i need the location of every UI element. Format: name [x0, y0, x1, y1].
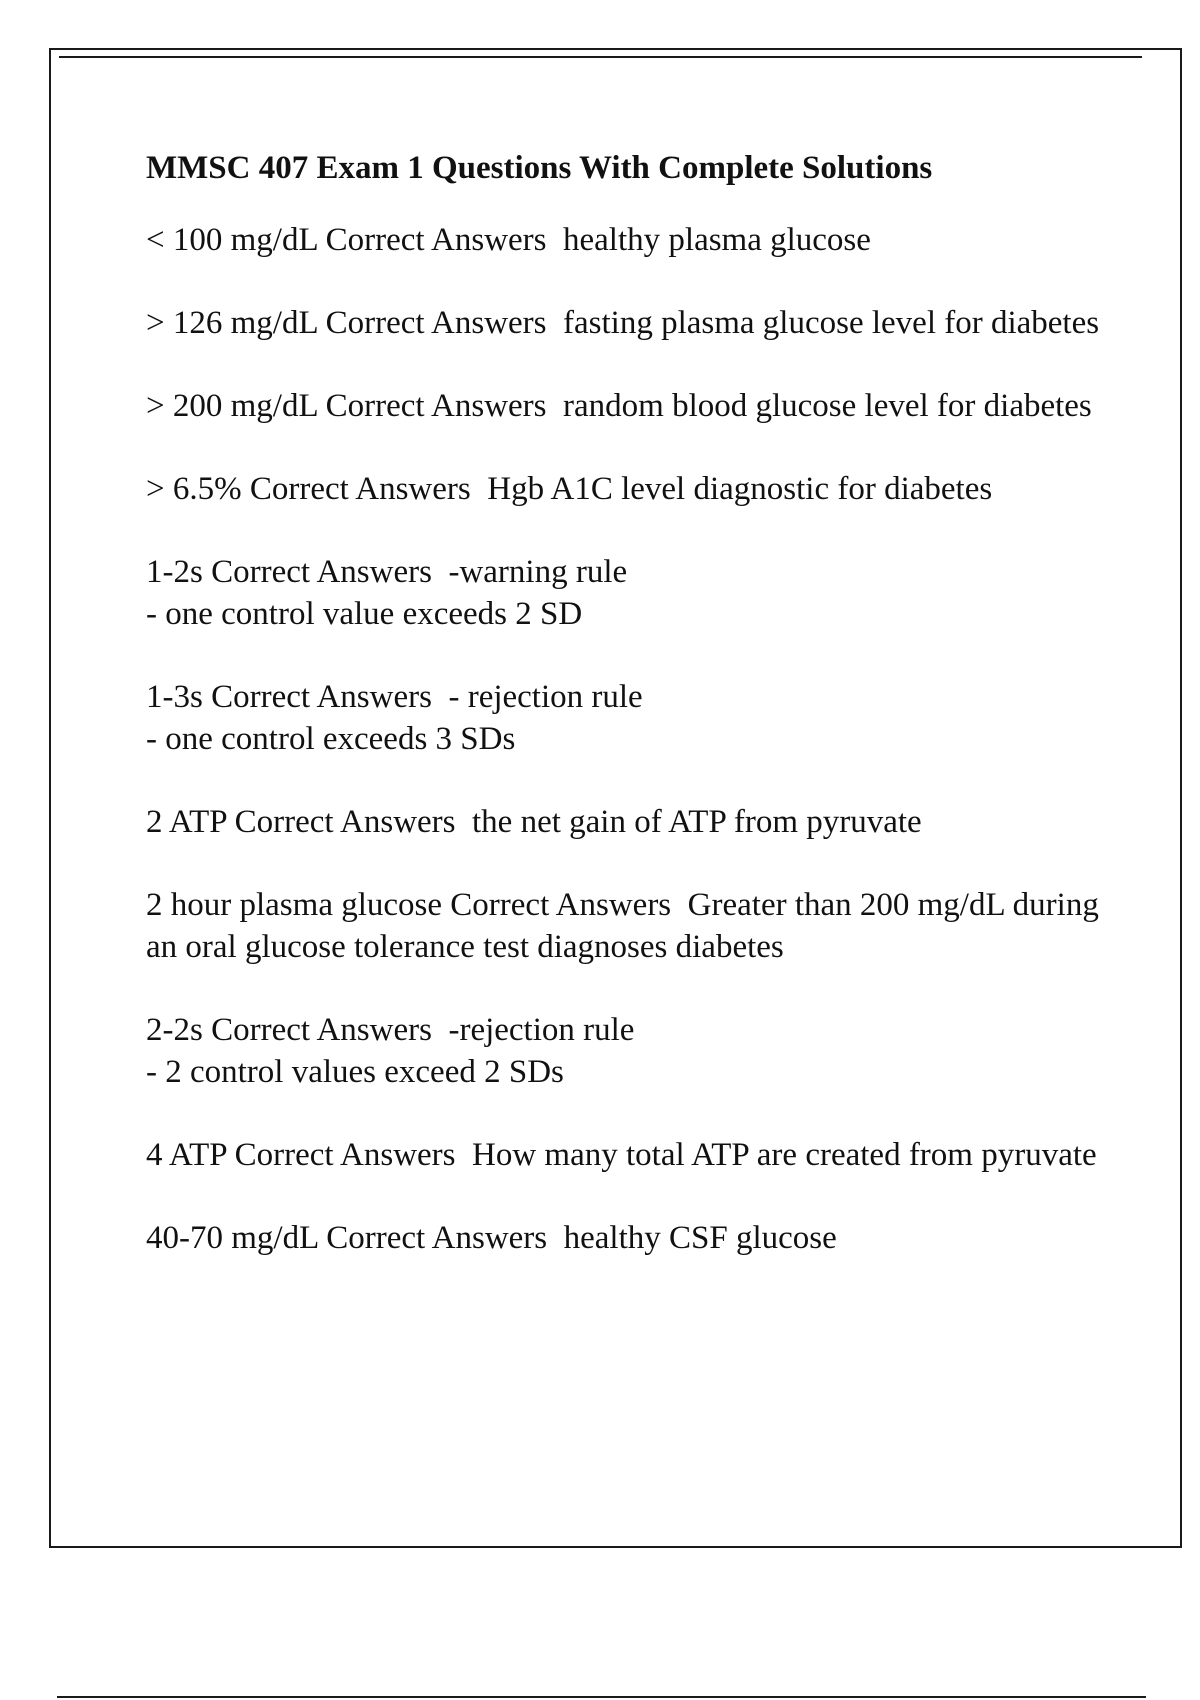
qa-separator: Correct Answers — [317, 222, 564, 258]
qa-answer: - rejection rule - one control exceeds 3 SDs — [146, 679, 643, 757]
document-title: MMSC 407 Exam 1 Questions With Complete Solutions — [146, 150, 933, 186]
qa-term: 1-2s — [146, 554, 203, 590]
qa-item — [146, 676, 1136, 760]
qa-term: 2 hour plasma glucose — [146, 887, 443, 923]
qa-item — [146, 468, 1136, 510]
document-body — [146, 147, 1136, 1300]
qa-term: > 126 mg/dL — [146, 305, 318, 341]
qa-term: < 100 mg/dL — [146, 222, 318, 258]
qa-item — [146, 1009, 1136, 1093]
qa-term: > 200 mg/dL — [146, 388, 318, 424]
qa-answer: -rejection rule - 2 control values exceed 2 SDs — [146, 1012, 635, 1090]
qa-answer: healthy CSF glucose — [563, 1220, 837, 1256]
qa-term: 40-70 mg/dL — [146, 1220, 319, 1256]
qa-answer: healthy plasma glucose — [563, 222, 871, 258]
qa-answer: the net gain of ATP from pyruvate — [472, 804, 922, 840]
top-divider — [59, 56, 1142, 58]
qa-answer: fasting plasma glucose level for diabetes — [563, 305, 1100, 341]
qa-item — [146, 302, 1136, 344]
qa-term: 2-2s — [146, 1012, 203, 1048]
qa-separator: Correct Answers — [202, 554, 449, 590]
qa-separator: Correct Answers — [226, 1137, 473, 1173]
qa-item — [146, 385, 1136, 427]
qa-separator: Correct Answers — [241, 471, 488, 507]
qa-answer: -warning rule - one control value exceeds 2 SD — [146, 554, 628, 632]
qa-answer: Hgb A1C level diagnostic for diabetes — [487, 471, 993, 507]
qa-separator: Correct Answers — [317, 388, 564, 424]
qa-answer: random blood glucose level for diabetes — [563, 388, 1092, 424]
qa-separator: Correct Answers — [202, 1012, 449, 1048]
qa-term: 4 ATP — [146, 1137, 227, 1173]
qa-item — [146, 884, 1136, 968]
qa-answer: How many total ATP are created from pyruvate — [472, 1137, 1097, 1173]
qa-item — [146, 219, 1136, 261]
qa-term: > 6.5% — [146, 471, 242, 507]
qa-separator: Correct Answers — [202, 679, 449, 715]
qa-item — [146, 1134, 1136, 1176]
qa-item — [146, 551, 1136, 635]
qa-separator: Correct Answers — [317, 305, 564, 341]
qa-term: 2 ATP — [146, 804, 227, 840]
page-frame — [49, 48, 1182, 1548]
qa-separator: Correct Answers — [442, 887, 688, 923]
qa-separator: Correct Answers — [226, 804, 473, 840]
qa-item — [146, 1217, 1136, 1259]
qa-item — [146, 801, 1136, 843]
qa-answer: Greater than 200 mg/dL during an oral glucose tolerance test diagnoses diabetes — [146, 887, 1108, 965]
qa-separator: Correct Answers — [318, 1220, 564, 1256]
qa-term: 1-3s — [146, 679, 203, 715]
bottom-divider — [57, 1696, 1146, 1698]
